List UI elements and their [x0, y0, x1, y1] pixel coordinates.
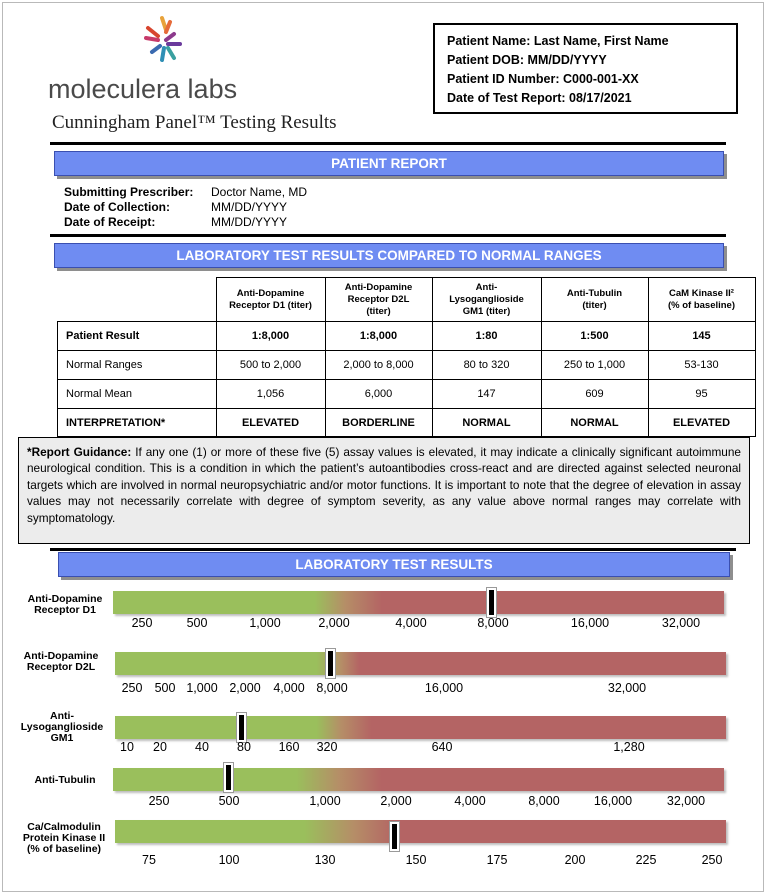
scale-tick-label: 250 [121, 681, 143, 695]
scale-tick-label: 16,000 [593, 794, 633, 808]
report-guidance [18, 437, 750, 544]
patient-report-band: PATIENT REPORT [54, 151, 724, 176]
divider-bottom [50, 548, 736, 551]
bar-label-cam-kinase: Ca/Calmodulin Protein Kinase II (% of baseline) [22, 821, 106, 855]
report-date: Date of Test Report: 08/17/2021 [447, 91, 632, 105]
brand-name: moleculera labs [48, 74, 238, 104]
patient-id: Patient ID Number: C000-001-XX [447, 72, 639, 86]
bar-label-d1: Anti-Dopamine Receptor D1 [27, 593, 103, 616]
table-header-gm1: Anti- Lysoganglioside GM1 (titer) [432, 278, 541, 322]
scale-tick-label: 640 [431, 740, 453, 754]
report-subtitle: Cunningham Panel™ Testing Results [52, 112, 337, 133]
marker-cam-kinase [390, 822, 399, 851]
divider-middle [50, 234, 726, 237]
scale-tick-label: 32,000 [661, 616, 701, 630]
receipt-date-value: MM/DD/YYYY [211, 215, 288, 229]
patient-info-box [433, 23, 738, 114]
scale-tick-label: 200 [564, 853, 586, 867]
bar-cam-kinase [115, 820, 726, 843]
scale-tick-label: 100 [218, 853, 240, 867]
scale-tick-label: 80 [237, 740, 251, 754]
bar-d2l [115, 652, 726, 675]
scale-tick-label: 8,000 [316, 681, 348, 695]
table-row-patient-result: Patient Result 1:8,000 1:8,000 1:80 1:500 145 [58, 322, 756, 351]
bar-label-tubulin: Anti-Tubulin [34, 774, 96, 786]
scale-tick-label: 1,000 [249, 616, 281, 630]
scale-tick-label: 1,280 [613, 740, 645, 754]
scale-tick-label: 4,000 [273, 681, 305, 695]
scale-tick-label: 150 [405, 853, 427, 867]
receipt-date-label: Date of Receipt: [64, 215, 156, 229]
scale-tick-label: 16,000 [570, 616, 610, 630]
bar-label-d2l: Anti-Dopamine Receptor D2L [23, 650, 99, 673]
bar-gm1 [115, 716, 726, 739]
bar-label-gm1: Anti- Lysoganglioside GM1 [20, 710, 104, 744]
scale-tick-label: 32,000 [666, 794, 706, 808]
patient-name: Patient Name: Last Name, First Name [447, 34, 669, 48]
moleculera-logo-icon [136, 14, 186, 72]
marker-tubulin [224, 763, 233, 792]
scale-tick-label: 2,000 [318, 616, 350, 630]
collection-date-label: Date of Collection: [64, 200, 171, 214]
prescriber-value: Doctor Name, MD [211, 185, 308, 199]
scale-tick-label: 250 [148, 794, 170, 808]
table-header-d2l: Anti-Dopamine Receptor D2L (titer) [325, 278, 432, 322]
table-row-interpretation: INTERPRETATION* ELEVATED BORDERLINE NORMAL NORMAL ELEVATED [58, 409, 756, 437]
divider-top [50, 142, 726, 145]
bar-tubulin [113, 768, 724, 791]
scale-tick-label: 8,000 [528, 794, 560, 808]
marker-d1 [487, 588, 496, 617]
scale-tick-label: 1,000 [309, 794, 341, 808]
guidance-title: *Report Guidance: [27, 445, 132, 459]
table-row-normal-ranges: Normal Ranges 500 to 2,000 2,000 to 8,000 80 to 320 250 to 1,000 53-130 [58, 351, 756, 380]
scale-tick-label: 75 [142, 853, 156, 867]
results-table [57, 277, 756, 437]
table-header-tubulin: Anti-Tubulin (titer) [541, 278, 648, 322]
scale-tick-label: 225 [635, 853, 657, 867]
scale-tick-label: 8,000 [477, 616, 509, 630]
comparison-band: LABORATORY TEST RESULTS COMPARED TO NORMAL RANGES [54, 243, 724, 268]
table-header-d1: Anti-Dopamine Receptor D1 (titer) [216, 278, 325, 322]
marker-d2l [326, 649, 335, 678]
table-header-cam-kinase: CaM Kinase II² (% of baseline) [648, 278, 755, 322]
scale-tick-label: 2,000 [380, 794, 412, 808]
scale-tick-label: 10 [120, 740, 134, 754]
scale-tick-label: 250 [701, 853, 723, 867]
scale-tick-label: 40 [195, 740, 209, 754]
scale-tick-label: 175 [486, 853, 508, 867]
scale-tick-label: 4,000 [395, 616, 427, 630]
scale-tick-label: 500 [186, 616, 208, 630]
scale-tick-label: 1,000 [186, 681, 218, 695]
scale-tick-label: 250 [131, 616, 153, 630]
scale-tick-label: 500 [154, 681, 176, 695]
table-row-normal-mean: Normal Mean 1,056 6,000 147 609 95 [58, 380, 756, 409]
scale-tick-label: 130 [314, 853, 336, 867]
collection-date-value: MM/DD/YYYY [211, 200, 288, 214]
scale-tick-label: 500 [218, 794, 240, 808]
scale-tick-label: 32,000 [607, 681, 647, 695]
prescriber-label: Submitting Prescriber: [64, 185, 194, 199]
patient-dob: Patient DOB: MM/DD/YYYY [447, 53, 607, 67]
scale-tick-label: 16,000 [424, 681, 464, 695]
marker-gm1 [237, 713, 246, 742]
guidance-text: If any one (1) or more of these five (5) assay values is elevated, it may indicate a clinically significant autoimmune neurological condition. This is a condition in which the patient’s autoantibodies cross-react and are directed against selected neuronal targets which are involved in normal neuropsychiatric and/or motor functions. It is important to note that the degree of elevation in assay values may not necessarily correlate with degree of symptom severity, as any value above normal ranges may correlate with symptomatology. [27, 445, 741, 525]
lab-results-band: LABORATORY TEST RESULTS [58, 552, 730, 577]
scale-tick-label: 160 [278, 740, 300, 754]
scale-tick-label: 20 [153, 740, 167, 754]
scale-tick-label: 4,000 [454, 794, 486, 808]
scale-tick-label: 2,000 [229, 681, 261, 695]
bar-d1 [113, 591, 724, 614]
scale-tick-label: 320 [316, 740, 338, 754]
